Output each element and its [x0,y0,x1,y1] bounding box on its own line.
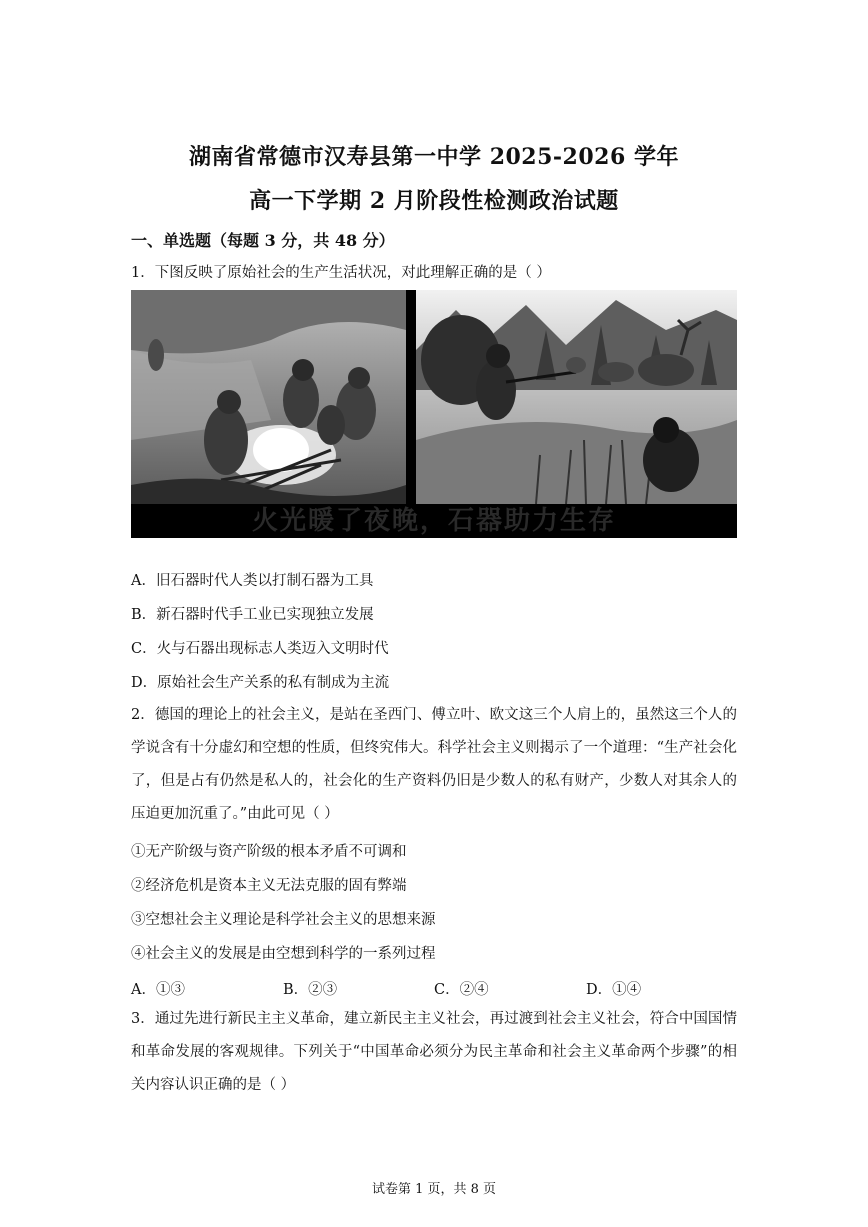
question-1-figure [131,290,737,538]
question-1-option-a: A．旧石器时代人类以打制石器为工具 [131,573,374,589]
question-2-options [131,978,737,998]
question-2-option-d: D．①④ [586,982,642,998]
question-3-stem-block [131,1003,737,1102]
question-3-stem: 3．通过先进行新民主主义革命，建立新民主主义社会，再过渡到社会主义社会，符合中国国情和革命发展的客观规律。下列关于“中国革命必须分为民主革命和社会主义革命两个步骤”的相关内容认识正确的是（ ） [131,1011,737,1093]
question-2-option-c: C．②④ [434,982,489,998]
question-1-option-c: C．火与石器出现标志人类迈入文明时代 [131,641,389,657]
figure-caption: 火光暖了夜晚，石器助力生存 [131,504,737,538]
exam-title-line-2: 高一下学期 2 月阶段性检测政治试题 [249,188,619,214]
question-2-statement-2: ②经济危机是资本主义无法克服的固有弊端 [131,878,407,894]
exam-title-line-1: 湖南省常德市汉寿县第一中学 2025-2026 学年 [189,144,679,170]
question-1-option-d: D．原始社会生产关系的私有制成为主流 [131,675,390,691]
question-2-stem: 2．德国的理论上的社会主义，是站在圣西门、傅立叶、欧文这三个人肩上的，虽然这三个人的学说含有十分虚幻和空想的性质，但终究伟大。科学社会主义则揭示了一个道理：“生产社会化了，但是占有仍然是私人的，社会化的生产资料仍旧是少数人的私有财产，少数人对其余人的压迫更加沉重了。”由此可见（ ） [131,707,737,822]
question-1-stem: 1．下图反映了原始社会的生产生活状况，对此理解正确的是（ ） [131,265,551,281]
question-2-statement-1: ①无产阶级与资产阶级的根本矛盾不可调和 [131,844,407,860]
page-footer: 试卷第 1 页，共 8 页 [371,1182,497,1197]
cave-fire-illustration [131,290,406,504]
question-2-stem-block [131,699,737,831]
question-2-statement-4: ④社会主义的发展是由空想到科学的一系列过程 [131,946,436,962]
section-heading: 一、单选题（每题 3 分，共 48 分） [131,231,395,250]
question-2-option-a: A．①③ [131,982,185,998]
question-2-statement-3: ③空想社会主义理论是科学社会主义的思想来源 [131,912,436,928]
question-2-option-b: B．②③ [283,982,338,998]
hunting-illustration [416,290,737,504]
question-1-option-b: B．新石器时代手工业已实现独立发展 [131,607,374,623]
